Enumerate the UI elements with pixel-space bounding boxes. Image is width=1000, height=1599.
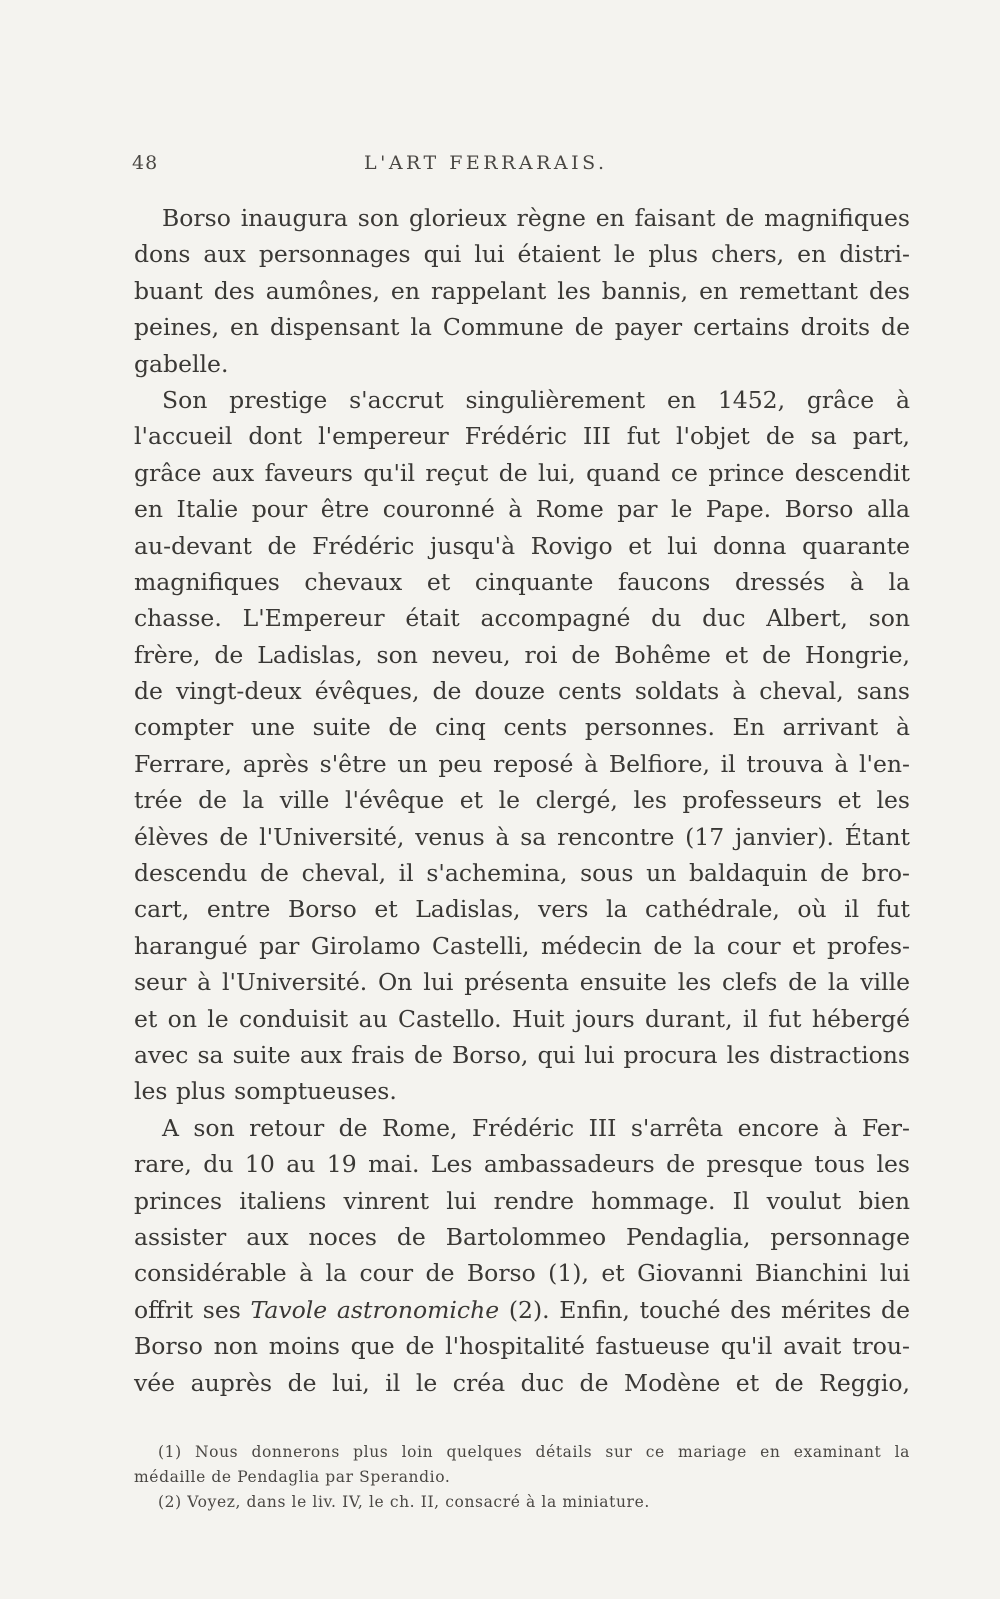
body-text bbox=[134, 200, 910, 1401]
body-line: Ferrare, après s'être un peu reposé à Belfiore, il trouva à l'en- bbox=[134, 749, 910, 778]
body-line: de vingt-deux évêques, de douze cents soldats à cheval, sans bbox=[134, 677, 910, 706]
footnotes bbox=[134, 1440, 910, 1515]
body-line: A son retour de Rome, Frédéric III s'arrêta encore à Fer- bbox=[162, 1113, 910, 1142]
footnote-1-line: (1) Nous donnerons plus loin quelques détails sur ce mariage en examinant la bbox=[158, 1443, 910, 1461]
body-line: trée de la ville l'évêque et le clergé, les professeurs et les bbox=[134, 786, 910, 815]
body-line: chasse. L'Empereur était accompagné du duc Albert, son bbox=[134, 604, 910, 633]
body-line: avec sa suite aux frais de Borso, qui lui procura les distractions bbox=[134, 1040, 910, 1069]
body-line: vée auprès de lui, il le créa duc de Modène et de Reggio, bbox=[134, 1368, 910, 1397]
body-line: seur à l'Université. On lui présenta ensuite les clefs de la ville bbox=[134, 968, 910, 997]
body-line: en Italie pour être couronné à Rome par le Pape. Borso alla bbox=[134, 495, 910, 524]
body-line: au-devant de Frédéric jusqu'à Rovigo et lui donna quarante bbox=[134, 531, 910, 560]
body-line: dons aux personnages qui lui étaient le plus chers, en distri- bbox=[134, 240, 910, 269]
body-line: buant des aumônes, en rappelant les bannis, en remettant des bbox=[134, 276, 910, 305]
body-line: considérable à la cour de Borso (1), et Giovanni Bianchini lui bbox=[134, 1259, 910, 1288]
body-line: l'accueil dont l'empereur Frédéric III fut l'objet de sa part, bbox=[134, 422, 910, 451]
body-line-with-title bbox=[134, 1292, 910, 1328]
page-number: 48 bbox=[132, 152, 159, 174]
body-line: Son prestige s'accrut singulièrement en 1452, grâce à bbox=[162, 385, 910, 414]
body-line-text: offrit ses bbox=[134, 1295, 251, 1324]
body-line: compter une suite de cinq cents personnes. En arrivant à bbox=[134, 713, 910, 742]
body-line: descendu de cheval, il s'achemina, sous un baldaquin de bro- bbox=[134, 859, 910, 888]
body-line: Borso inaugura son glorieux règne en faisant de magnifiques bbox=[162, 204, 910, 232]
body-line: Borso non moins que de l'hospitalité fastueuse qu'il avait trou- bbox=[134, 1332, 910, 1361]
footnote-1-line: médaille de Pendaglia par Sperandio. bbox=[134, 1468, 451, 1486]
body-line: cart, entre Borso et Ladislas, vers la cathédrale, où il fut bbox=[134, 895, 910, 924]
book-title: Tavole astronomiche bbox=[250, 1295, 500, 1324]
body-line-text: (2). Enfin, touché des mérites de bbox=[499, 1295, 910, 1324]
page-header bbox=[132, 152, 912, 182]
body-line: élèves de l'Université, venus à sa rencontre (17 janvier). Étant bbox=[134, 822, 910, 851]
body-line: les plus somptueuses. bbox=[134, 1077, 397, 1106]
body-line: magnifiques chevaux et cinquante faucons dressés à la bbox=[134, 567, 910, 596]
body-line: rare, du 10 au 19 mai. Les ambassadeurs de presque tous les bbox=[134, 1150, 910, 1179]
body-line: assister aux noces de Bartolommeo Pendaglia, personnage bbox=[134, 1222, 910, 1251]
body-line: princes italiens vinrent lui rendre hommage. Il voulut bien bbox=[134, 1186, 910, 1215]
body-line: grâce aux faveurs qu'il reçut de lui, quand ce prince descendit bbox=[134, 458, 910, 487]
running-title: L'ART FERRARAIS. bbox=[364, 152, 608, 174]
body-line: harangué par Girolamo Castelli, médecin de la cour et profes- bbox=[134, 931, 910, 960]
body-line: peines, en dispensant la Commune de payer certains droits de bbox=[134, 313, 910, 342]
body-line: gabelle. bbox=[134, 349, 229, 378]
body-line: et on le conduisit au Castello. Huit jours durant, il fut hébergé bbox=[134, 1004, 910, 1033]
body-line: frère, de Ladislas, son neveu, roi de Bohême et de Hongrie, bbox=[134, 640, 910, 669]
footnote-2-line: (2) Voyez, dans le liv. IV, le ch. II, consacré à la miniature. bbox=[158, 1493, 650, 1511]
